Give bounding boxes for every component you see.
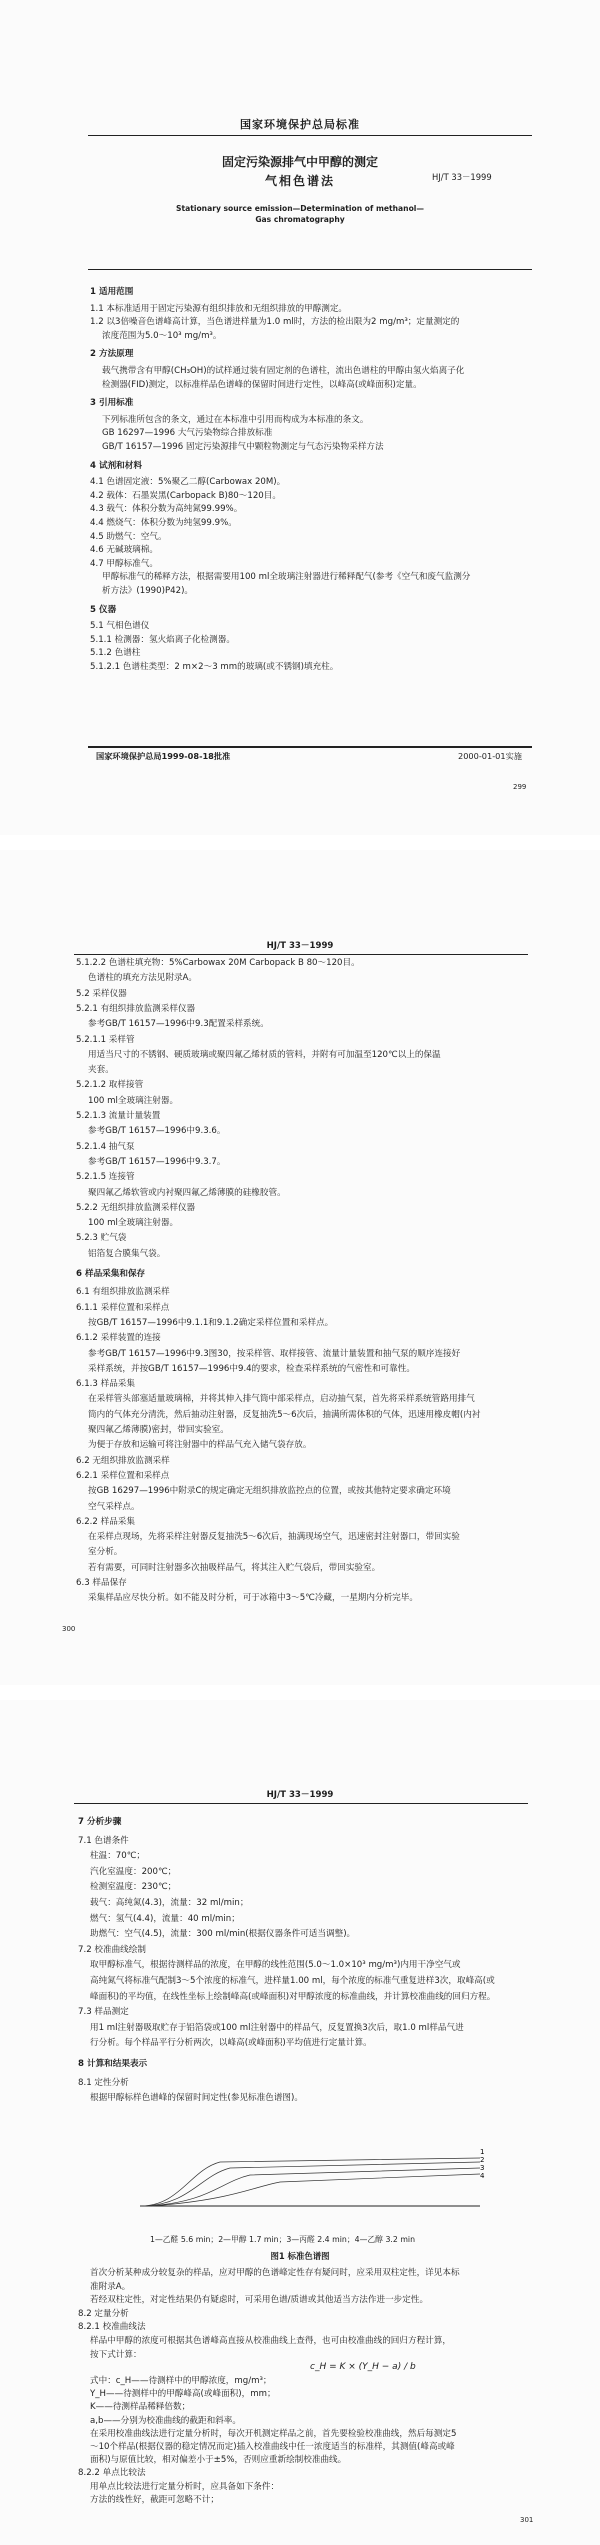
body-line: 聚四氟乙烯薄膜)密封，带回实验室。 [88, 1425, 229, 1435]
body-line: 在采样管头部塞适量玻璃棉，并将其伸入排气筒中部采样点，启动抽气泵，首先将采样系统管路用排气 [88, 1394, 475, 1405]
clause-line: 5.2.1.2 取样接管 [76, 1080, 144, 1091]
body-line: 参考GB/T 16157—1996中9.3.7。 [88, 1156, 226, 1167]
title-line-2: 气相色谱法 [264, 174, 335, 188]
body-line: 行分析。每个样品平行分析两次，以峰高(或峰面积)平均值进行定量计算。 [90, 2038, 372, 2049]
clause-line: 5.1.2.2 色谱柱填充物：5%Carbowax 20M Carbopack B 80～120目。 [76, 958, 360, 968]
section-heading: 3 引用标准 [90, 398, 134, 409]
clause-line: 5.1.2 色谱柱 [90, 648, 141, 659]
body-line: 汽化室温度：200℃； [90, 1866, 177, 1877]
clause-line: 1.1 本标准适用于固定污染源有组织排放和无组织排放的甲醇测定。 [90, 303, 348, 314]
document-page-2 [0, 850, 600, 1685]
body-line: 按GB 16297—1996中附录C的规定确定无组织排放监控点的位置，或按其他特定要求确定环境 [88, 1486, 451, 1497]
header-rule [88, 135, 532, 136]
clause-line: 6.1.2 采样装置的连接 [76, 1333, 161, 1344]
body-line: 燃气：氢气(4.4)，流量：40 ml/min； [90, 1913, 240, 1924]
body-line: 浓度范围为5.0～10³ mg/m³。 [102, 330, 222, 341]
header-rule [74, 954, 528, 955]
body-line: 准附录A。 [90, 2281, 131, 2292]
clause-line: 4.4 燃烧气：体积分数为纯氢99.9%。 [90, 518, 237, 528]
section-heading: 6 样品采集和保存 [76, 1269, 146, 1279]
body-line: 按下式计算： [90, 2349, 142, 2360]
body-line: 筒内的气体充分清洗，然后抽动注射器，反复抽洗5～6次后，抽满所需体积的气体，迅速用橡皮帽(内衬 [88, 1409, 481, 1420]
body-line: 方法的线性好，截距可忽略不计； [90, 2494, 219, 2505]
body-line: GB 16297—1996 大气污染物综合排放标准 [102, 428, 273, 439]
body-line: 为便于存放和运输可将注射器中的样品气充入储气袋存放。 [88, 1440, 312, 1451]
body-line: 用适当尺寸的不锈钢、硬质玻璃或聚四氟乙烯材质的管料，并附有可加温至120℃以上的保温 [88, 1049, 441, 1060]
clause-line: 4.5 助燃气：空气。 [90, 531, 167, 542]
body-line: 室分析。 [88, 1547, 123, 1558]
clause-line: 4.3 载气：体积分数为高纯氮99.99%。 [90, 504, 243, 515]
implementation-date: 2000-01-01实施 [458, 751, 522, 761]
figure-title: 图1 标准色谱图 [270, 2251, 330, 2261]
clause-line: 6.1 有组织排放监测采样 [76, 1287, 170, 1298]
title-line-1: 固定污染源排气中甲醇的测定 [221, 155, 378, 169]
clause-line: 5.2.1.1 采样管 [76, 1034, 135, 1045]
body-line: 检测室温度：230℃； [90, 1882, 177, 1893]
body-line: 面积)与原值比较，相对偏差小于±5%，否则应重新绘制校准曲线。 [90, 2455, 347, 2466]
peak-label-3: 3 [480, 2164, 485, 2172]
body-line: 参考GB/T 16157—1996中9.3配置采样系统。 [88, 1019, 269, 1030]
english-title-1: Stationary source emission—Determination of methanol— [176, 204, 424, 213]
page-gap [0, 835, 600, 850]
clause-line: 4.1 色谱固定液：5%聚乙二醇(Carbowax 20M)。 [90, 477, 286, 488]
body-line: 柱温：70℃； [90, 1851, 145, 1862]
clause-line: 4.7 甲醇标准气。 [90, 558, 158, 569]
body-line: 用单点比较法进行定量分析时，应具备如下条件： [90, 2481, 280, 2492]
body-line: 首次分析某种成分较复杂的样品，应对甲醇的色谱峰定性存有疑问时，应采用双柱定性，详见本标 [90, 2268, 460, 2278]
body-line: 峰面积)的平均值，在线性坐标上绘制峰高(或峰面积)对甲醇浓度的标准曲线，并计算校准曲线的回归方程。 [90, 1991, 496, 2002]
body-line: 样品中甲醇的浓度可根据其色谱峰高直接从校准曲线上查得，也可由校准曲线的回归方程计算， [90, 2336, 451, 2346]
section-heading: 8 计算和结果表示 [78, 2059, 148, 2069]
clause-line: 1.2 以3倍噪音色谱峰高计算，当色谱进样量为1.0 ml时，方法的检出限为2 mg/m³；定量测定的 [90, 317, 460, 328]
document-page-1 [0, 0, 600, 835]
clause-line: 4.6 无碱玻璃棉。 [90, 545, 158, 556]
standard-number: HJ/T 33－1999 [432, 172, 492, 182]
clause-line: 7.3 样品测定 [78, 2007, 129, 2018]
divider [88, 269, 532, 270]
body-line: 夹套。 [88, 1065, 114, 1076]
body-line: GB/T 16157—1996 固定污染源排气中颗粒物测定与气态污染物采样方法 [102, 442, 384, 452]
body-line: 助燃气：空气(4.5)，流量：300 ml/min(根据仪器条件可适当调整)。 [90, 1929, 356, 1940]
chromatogram-legend: 1—乙醛 5.6 min；2—甲醇 1.7 min；3—丙醛 2.4 min；4—乙醇 3.2 min [150, 2235, 416, 2244]
clause-line: 6.1.3 样品采集 [76, 1379, 135, 1390]
english-title-2: Gas chromatography [255, 215, 345, 224]
body-line: 检测器(FID)测定，以标准样品色谱峰的保留时间进行定性，以峰高(或峰面积)定量。 [102, 379, 422, 390]
body-line: 采样系统，并按GB/T 16157—1996中9.4的要求，检查采样系统的气密性和可靠性。 [88, 1363, 415, 1374]
peak-label-1: 1 [480, 2148, 485, 2156]
section-heading: 4 试剂和材料 [90, 460, 142, 471]
body-line: 根据甲醇标样色谱峰的保留时间定性(参见标准色谱图)。 [90, 2093, 303, 2104]
body-line: 高纯氮气将标准气配制3～5个浓度的标准气，进样量1.00 ml，每个浓度的标准气重复进样3次，取峰高(或 [90, 1976, 495, 1986]
clause-line: 5.2.3 贮气袋 [76, 1233, 127, 1244]
clause-line: 5.1.1 检测器：氢火焰离子化检测器。 [90, 634, 235, 645]
header-rule [74, 1803, 528, 1804]
body-line: 聚四氟乙烯软管或内衬聚四氟乙烯薄膜的硅橡胶管。 [88, 1187, 286, 1198]
body-line: 100 ml全玻璃注射器。 [88, 1095, 179, 1106]
body-line: 铝箔复合膜集气袋。 [88, 1248, 166, 1259]
standard-chromatogram [120, 2140, 500, 2230]
peak-label-4: 4 [480, 2172, 485, 2180]
section-heading: 5 仪器 [90, 604, 117, 615]
clause-line: 8.2.2 单点比较法 [78, 2468, 146, 2479]
body-line: 载气携带含有甲醇(CH₃OH)的试样通过装有固定剂的色谱柱，流出色谱柱的甲醇由氢火焰离子化 [102, 366, 465, 376]
clause-line: 6.1.1 采样位置和采样点 [76, 1302, 170, 1313]
page-number: 301 [520, 2516, 534, 2524]
clause-line: 5.2.1.5 连接管 [76, 1172, 135, 1183]
clause-line: 4.2 载体：石墨炭黑(Carbopack B)80～120目。 [90, 490, 281, 501]
body-line: 色谱柱的填充方法见附录A。 [88, 973, 198, 984]
approval-date: 国家环境保护总局1999-08-18批准 [96, 751, 231, 761]
clause-line: 5.2.1.3 流量计量装置 [76, 1111, 161, 1121]
body-line: Y_H——待测样中的甲醇峰高(或峰面积)，mm； [90, 2389, 276, 2400]
running-header: HJ/T 33－1999 [266, 1790, 334, 1800]
clause-line: 6.2.2 样品采集 [76, 1516, 135, 1527]
section-heading: 1 适用范围 [90, 287, 134, 297]
body-line: 析方法》(1990)P42)。 [102, 586, 194, 596]
body-line: a,b——分别为校准曲线的截距和斜率。 [90, 2415, 241, 2426]
body-line: 参考GB/T 16157—1996中9.3.6。 [88, 1126, 226, 1137]
page-gap [0, 1685, 600, 1700]
clause-line: 5.2.1 有组织排放监测采样仪器 [76, 1003, 196, 1014]
body-line: 空气采样点。 [88, 1501, 140, 1512]
clause-line: 8.2.1 校准曲线法 [78, 2322, 146, 2333]
body-line: 下列标准所包含的条文，通过在本标准中引用而构成为本标准的条文。 [102, 414, 369, 425]
body-line: 用1 ml注射器吸取贮存于铝箔袋或100 ml注射器中的样品气，反复置换3次后，取1.0 ml样品气进 [90, 2022, 464, 2033]
peak-label-2: 2 [480, 2156, 485, 2164]
body-line: ～10个样品(根据仪器的稳定情况而定)插入校准曲线中任一浓度适当的标准样，其测值(峰高或峰 [90, 2442, 455, 2452]
running-header: HJ/T 33－1999 [266, 941, 334, 951]
clause-line: 5.2.2 无组织排放监测采样仪器 [76, 1202, 196, 1213]
clause-line: 5.2 采样仪器 [76, 988, 127, 999]
clause-line: 5.2.1.4 抽气泵 [76, 1141, 135, 1152]
clause-line: 7.1 色谱条件 [78, 1835, 129, 1846]
body-line: 参考GB/T 16157—1996中9.3图30，按采样管、取样接管、流量计量装置和抽气泵的顺序连接好 [88, 1348, 461, 1359]
formula: c_H = K × (Y_H − a) / b [310, 2362, 416, 2372]
clause-line: 8.2 定量分析 [78, 2308, 129, 2319]
clause-line: 7.2 校准曲线绘制 [78, 1944, 146, 1955]
body-line: 若有需要，可同时注射器多次抽吸样品气，将其注入贮气袋后，带回实验室。 [88, 1562, 381, 1573]
body-line: 100 ml全玻璃注射器。 [88, 1218, 179, 1229]
clause-line: 5.1.2.1 色谱柱类型：2 m×2～3 mm的玻璃(或不锈钢)填充柱。 [90, 662, 339, 672]
body-line: 按GB/T 16157—1996中9.1.1和9.1.2确定采样位置和采样点。 [88, 1317, 334, 1328]
clause-line: 6.2.1 采样位置和采样点 [76, 1470, 170, 1481]
clause-line: 5.1 气相色谱仪 [90, 621, 150, 632]
body-line: 载气：高纯氮(4.3)，流量：32 ml/min； [90, 1898, 249, 1908]
page-number: 299 [513, 783, 527, 791]
body-line: 在采样点现场，先将采样注射器反复抽洗5～6次后，抽满现场空气，迅速密封注射器口，带回实验 [88, 1532, 460, 1543]
body-line: K——待测样品稀释倍数； [90, 2402, 191, 2413]
standard-header: 国家环境保护总局标准 [240, 118, 360, 131]
clause-line: 6.2 无组织排放监测采样 [76, 1455, 170, 1466]
footer-rule [88, 746, 532, 748]
body-line: 在采用校准曲线法进行定量分析时，每次开机测定样品之前，首先要检验校准曲线，然后每测定5 [90, 2428, 457, 2439]
section-heading: 2 方法原理 [90, 349, 134, 360]
body-line: 式中：c_H——待测样中的甲醇浓度，mg/m³； [90, 2376, 272, 2386]
body-line: 甲醇标准气的稀释方法，根据需要用100 ml全玻璃注射器进行稀释配气(参考《空气和废气监测分 [102, 572, 471, 583]
body-line: 若经双柱定性，对定性结果仍有疑虑时，可采用色谱/质谱或其他适当方法作进一步定性。 [90, 2295, 429, 2306]
document-page-3 [0, 1700, 600, 2545]
clause-line: 6.3 样品保存 [76, 1578, 127, 1588]
page-number: 300 [62, 1625, 76, 1633]
clause-line: 8.1 定性分析 [78, 2077, 129, 2088]
body-line: 取甲醇标准气，根据待测样品的浓度，在甲醇的线性范围(5.0～1.0×10³ mg/m³)内用干净空气或 [90, 1960, 461, 1971]
section-heading: 7 分析步骤 [78, 1817, 122, 1827]
body-line: 采集样品应尽快分析。如不能及时分析，可于冰箱中3～5℃冷藏，一星期内分析完毕。 [88, 1593, 418, 1604]
